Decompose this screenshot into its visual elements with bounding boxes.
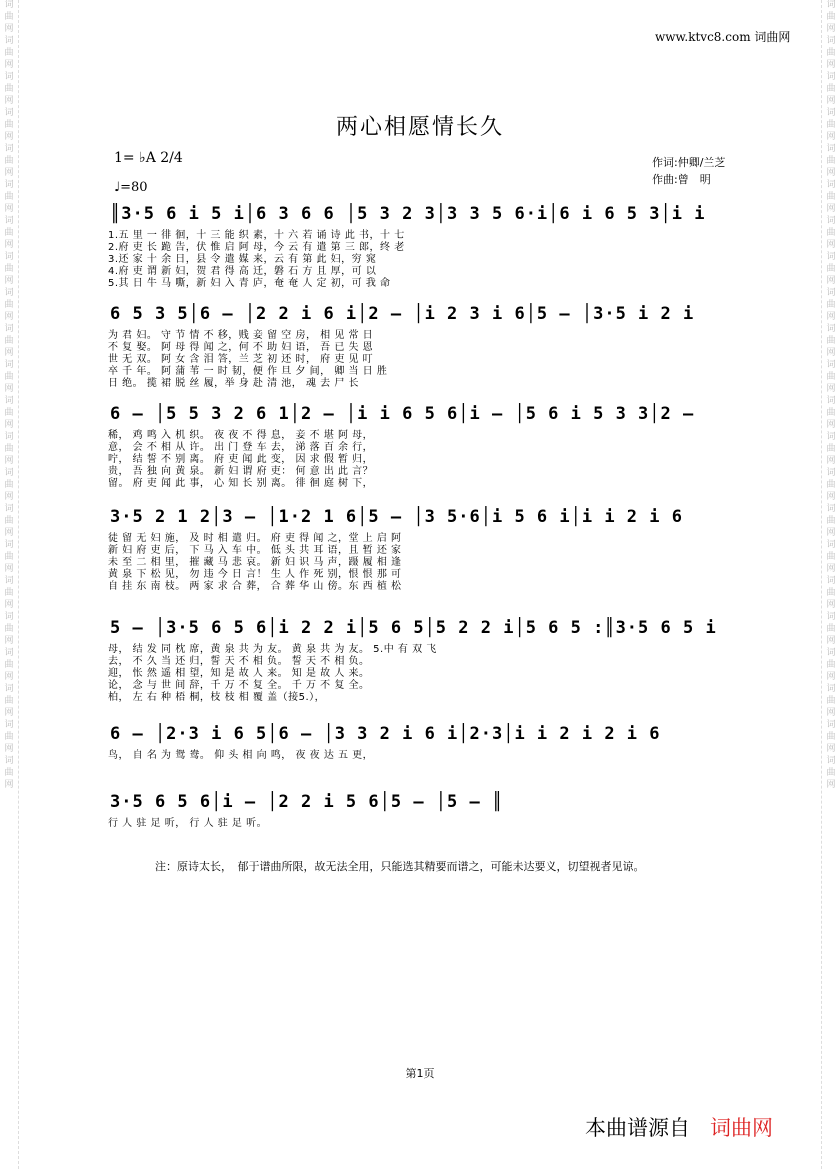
watermark-glyph: 曲	[4, 228, 14, 238]
watermark-glyph: 词	[4, 360, 14, 370]
notation-line: 6 — │5 5 3 2 6 1│2 — │i i 6 5 6│i — │5 6 i 5 3 3│2 —	[110, 404, 695, 424]
watermark-glyph: 词	[4, 684, 14, 694]
watermark-glyph: 词	[826, 612, 836, 622]
watermark-glyph: 网	[4, 240, 14, 250]
watermark-glyph: 曲	[826, 228, 836, 238]
watermark-glyph: 网	[4, 528, 14, 538]
watermark-glyph: 曲	[4, 732, 14, 742]
watermark-glyph: 网	[826, 204, 836, 214]
watermark-glyph: 词	[4, 648, 14, 658]
lyric-line: 未 至 二 相 里， 摧 藏 马 悲 哀。 新 妇 识 马 声，蹑 履 相 逢	[108, 557, 402, 568]
watermark-glyph: 曲	[826, 300, 836, 310]
lyric-line: 行 人 驻 足 听， 行 人 驻 足 听。	[108, 818, 268, 829]
watermark-glyph: 曲	[826, 588, 836, 598]
watermark-glyph: 网	[4, 168, 14, 178]
watermark-glyph: 曲	[4, 588, 14, 598]
lyric-line: 稀， 鸡 鸣 入 机 织。 夜 夜 不 得 息， 妾 不 堪 阿 母，	[108, 430, 374, 441]
watermark-glyph: 网	[826, 96, 836, 106]
watermark-glyph: 网	[4, 204, 14, 214]
watermark-glyph: 曲	[826, 372, 836, 382]
lyric-line: 咛， 结 誓 不 别 离。 府 吏 闻 此 变， 因 求 假 暂 归，	[108, 454, 374, 465]
watermark-glyph: 曲	[4, 156, 14, 166]
source-text: 本曲谱源自	[585, 1116, 690, 1140]
lyric-line: 去， 不 久 当 还 归，誓 天 不 相 负。 誓 天 不 相 负。	[108, 656, 370, 667]
watermark-glyph: 网	[826, 780, 836, 790]
notation-line: ║3·5 6 i 5 i│6 3 6 6 │5 3 2 3│3 3 5 6·i│6 i 6 5 3│i i	[110, 204, 706, 224]
watermark-glyph: 网	[826, 708, 836, 718]
watermark-glyph: 网	[826, 564, 836, 574]
watermark-glyph: 网	[4, 24, 14, 34]
lyric-line: 1.五 里 一 徘 徊，十 三 能 织 素，十 六 若 诵 诗 此 书，十 七	[108, 230, 405, 241]
watermark-glyph: 词	[4, 72, 14, 82]
watermark-glyph: 曲	[826, 156, 836, 166]
watermark-glyph: 曲	[826, 768, 836, 778]
lyric-line: 迎， 怅 然 遥 相 望，知 是 故 人 来。 知 是 故 人 来。	[108, 668, 370, 679]
watermark-glyph: 曲	[826, 192, 836, 202]
notation-line: 3·5 6 5 6│i — │2 2 i 5 6│5 — │5 — ║	[110, 792, 504, 812]
lyric-line: 论， 念 与 世 间 辞，千 万 不 复 全。 千 万 不 复 全。	[108, 680, 370, 691]
watermark-glyph: 词	[826, 504, 836, 514]
lyric-line: 为 君 妇。 守 节 情 不 移，贱 妾 留 空 房， 相 见 常 日	[108, 330, 374, 341]
watermark-glyph: 网	[826, 240, 836, 250]
watermark-glyph: 曲	[4, 516, 14, 526]
song-title: 两心相愿情长久	[335, 115, 504, 140]
watermark-glyph: 网	[826, 672, 836, 682]
watermark-glyph: 词	[826, 324, 836, 334]
watermark-glyph: 词	[4, 36, 14, 46]
watermark-glyph: 网	[4, 276, 14, 286]
watermark-glyph: 词	[4, 576, 14, 586]
watermark-glyph: 曲	[4, 696, 14, 706]
watermark-glyph: 曲	[4, 84, 14, 94]
watermark-glyph: 网	[826, 24, 836, 34]
watermark-glyph: 网	[4, 420, 14, 430]
watermark-glyph: 词	[826, 432, 836, 442]
lyric-line: 意， 会 不 相 从 许。 出 门 登 车 去， 涕 落 百 余 行，	[108, 442, 374, 453]
watermark-glyph: 网	[826, 276, 836, 286]
lyric-line: 自 挂 东 南 枝。 两 家 求 合 葬， 合 葬 华 山 傍。东 西 植 松	[108, 581, 402, 592]
lyric-line: 黄 泉 下 松 见， 勿 违 今 日 言！ 生 人 作 死 别，恨 恨 那 可	[108, 569, 402, 580]
notation-line: 3·5 2 1 2│3 — │1·2 1 6│5 — │3 5·6│i 5 6 i│i i 2 i 6	[110, 507, 683, 527]
notation-line: 5 — │3·5 6 5 6│i 2 2 i│5 6 5│5 2 2 i│5 6 5 :║3·5 6 5 i	[110, 618, 717, 638]
watermark-glyph: 词	[4, 612, 14, 622]
watermark-glyph: 网	[4, 600, 14, 610]
watermark-glyph: 网	[826, 168, 836, 178]
watermark-glyph: 词	[826, 72, 836, 82]
watermark-glyph: 曲	[4, 624, 14, 634]
watermark-glyph: 网	[4, 636, 14, 646]
watermark-glyph: 词	[4, 108, 14, 118]
lyric-line: 3.还 家 十 余 日，县 令 遣 媒 来，云 有 第 此 妇，穷 窕	[108, 254, 377, 265]
watermark-glyph: 网	[826, 636, 836, 646]
watermark-glyph: 曲	[4, 660, 14, 670]
watermark-glyph: 网	[4, 384, 14, 394]
watermark-glyph: 曲	[826, 12, 836, 22]
watermark-glyph: 网	[826, 492, 836, 502]
watermark-glyph: 词	[826, 216, 836, 226]
lyric-line: 贵， 吾 独 向 黄 泉。 新 妇 谓 府 吏： 何 意 出 此 言？	[108, 466, 374, 477]
lyric-line: 卒 千 年。 阿 蒲 苇 一 时 韧，便 作 旦 夕 间， 卿 当 日 胜	[108, 366, 388, 377]
source-footer	[585, 1112, 773, 1142]
watermark-glyph: 网	[826, 744, 836, 754]
watermark-glyph: 词	[4, 0, 14, 10]
key-signature: 1= ♭A 2/4	[114, 150, 183, 166]
watermark-glyph: 曲	[4, 336, 14, 346]
watermark-glyph: 曲	[4, 408, 14, 418]
watermark-glyph: 词	[826, 36, 836, 46]
watermark-glyph: 网	[826, 348, 836, 358]
watermark-glyph: 词	[4, 288, 14, 298]
watermark-glyph: 词	[826, 288, 836, 298]
watermark-glyph: 词	[4, 252, 14, 262]
lyric-line: 2.府 吏 长 跪 告，伏 惟 启 阿 母，今 云 有 遣 第 三 郎，终 老	[108, 242, 405, 253]
watermark-glyph: 曲	[826, 516, 836, 526]
watermark-glyph: 词	[4, 180, 14, 190]
watermark-glyph: 词	[826, 180, 836, 190]
watermark-glyph: 曲	[826, 696, 836, 706]
watermark-glyph: 词	[826, 468, 836, 478]
watermark-glyph: 曲	[826, 264, 836, 274]
watermark-glyph: 曲	[4, 12, 14, 22]
watermark-glyph: 词	[4, 432, 14, 442]
composer-credit: 作曲:曾 明	[652, 173, 711, 186]
watermark-glyph: 词	[826, 396, 836, 406]
watermark-glyph: 词	[826, 360, 836, 370]
lyric-line: 徒 留 无 妇 施， 及 时 相 遣 归。 府 吏 得 闻 之，堂 上 启 阿	[108, 533, 402, 544]
source-brand[interactable]: 词曲网	[710, 1116, 773, 1140]
watermark-glyph: 曲	[4, 48, 14, 58]
watermark-glyph: 网	[4, 780, 14, 790]
watermark-glyph: 词	[826, 108, 836, 118]
watermark-glyph: 词	[4, 540, 14, 550]
watermark-glyph: 网	[4, 96, 14, 106]
watermark-glyph: 网	[4, 708, 14, 718]
watermark-glyph: 词	[826, 540, 836, 550]
footnote: 注：原诗太长， 郁于谱曲所限，故无法全用，只能选其精要而谱之，可能未达要义，切望视者见谅。	[155, 860, 645, 873]
watermark-glyph: 网	[4, 744, 14, 754]
watermark-glyph: 曲	[826, 444, 836, 454]
watermark-glyph: 网	[826, 384, 836, 394]
watermark-glyph: 网	[4, 60, 14, 70]
watermark-glyph: 词	[4, 756, 14, 766]
watermark-glyph: 曲	[4, 768, 14, 778]
watermark-glyph: 曲	[826, 480, 836, 490]
watermark-glyph: 词	[826, 0, 836, 10]
watermark-glyph: 词	[826, 684, 836, 694]
watermark-glyph: 网	[4, 672, 14, 682]
watermark-glyph: 曲	[826, 624, 836, 634]
watermark-glyph: 词	[4, 324, 14, 334]
watermark-glyph: 网	[4, 456, 14, 466]
notation-line: 6 — │2·3 i 6 5│6 — │3 3 2 i 6 i│2·3│i i 2 i 2 i 6	[110, 724, 661, 744]
watermark-glyph: 词	[826, 576, 836, 586]
site-url[interactable]: www.ktvc8.com 词曲网	[655, 30, 791, 44]
watermark-glyph: 词	[826, 720, 836, 730]
watermark-glyph: 曲	[826, 84, 836, 94]
watermark-glyph: 词	[4, 504, 14, 514]
lyric-line: 鸟， 自 名 为 鸳 鸯。 仰 头 相 向 鸣， 夜 夜 达 五 更，	[108, 750, 374, 761]
watermark-glyph: 曲	[826, 408, 836, 418]
watermark-glyph: 曲	[4, 264, 14, 274]
lyric-line: 新 妇 府 吏 后， 下 马 入 车 中。 低 头 共 耳 语，且 暂 还 家	[108, 545, 402, 556]
watermark-glyph: 网	[826, 312, 836, 322]
watermark-glyph: 网	[4, 132, 14, 142]
notation-line: 6 5 3 5│6 — │2 2 i 6 i│2 — │i 2 3 i 6│5 — │3·5 i 2 i	[110, 304, 695, 324]
lyric-line: 不 复 娶。 阿 母 得 闻 之，何 不 助 妇 语， 吾 已 失 恩	[108, 342, 374, 353]
watermark-glyph: 词	[4, 468, 14, 478]
watermark-glyph: 网	[826, 528, 836, 538]
watermark-glyph: 网	[826, 456, 836, 466]
tempo-marking: ♩=80	[114, 180, 148, 195]
watermark-glyph: 曲	[4, 300, 14, 310]
watermark-glyph: 曲	[4, 192, 14, 202]
watermark-glyph: 词	[4, 396, 14, 406]
watermark-glyph: 词	[4, 144, 14, 154]
watermark-glyph: 曲	[826, 660, 836, 670]
lyric-line: 母， 结 发 同 枕 席，黄 泉 共 为 友。 黄 泉 共 为 友。 5.中 有 双 飞	[108, 644, 437, 655]
watermark-glyph: 词	[826, 648, 836, 658]
lyric-line: 5.其 日 牛 马 嘶，新 妇 入 青 庐，奄 奄 人 定 初，可 我 命	[108, 278, 391, 289]
watermark-glyph: 词	[4, 216, 14, 226]
lyricist-credit: 作词:仲卿/兰芝	[652, 156, 726, 169]
watermark-glyph: 曲	[826, 552, 836, 562]
watermark-glyph: 曲	[4, 444, 14, 454]
watermark-glyph: 曲	[4, 120, 14, 130]
watermark-glyph: 词	[4, 720, 14, 730]
watermark-glyph: 网	[826, 600, 836, 610]
watermark-glyph: 网	[4, 312, 14, 322]
watermark-glyph: 网	[4, 348, 14, 358]
lyric-line: 柏， 左 右 种 梧 桐，枝 枝 相 覆 盖（接5.），	[108, 692, 326, 703]
lyric-line: 4.府 吏 谓 新 妇，贺 君 得 高 迁，磐 石 方 且 厚，可 以	[108, 266, 377, 277]
watermark-glyph: 网	[4, 564, 14, 574]
lyric-line: 世 无 双。 阿 女 含 泪 答，兰 芝 初 还 时， 府 吏 见 叮	[108, 354, 374, 365]
watermark-glyph: 网	[826, 420, 836, 430]
watermark-glyph: 词	[826, 252, 836, 262]
watermark-glyph: 曲	[826, 120, 836, 130]
watermark-glyph: 曲	[4, 372, 14, 382]
watermark-glyph: 曲	[4, 552, 14, 562]
watermark-glyph: 词	[826, 144, 836, 154]
lyric-line: 日 绝。 揽 裙 脱 丝 履，举 身 赴 清 池， 魂 去 尸 长	[108, 378, 360, 389]
watermark-glyph: 网	[826, 132, 836, 142]
watermark-glyph: 曲	[4, 480, 14, 490]
right-watermark-strip	[821, 0, 840, 1169]
lyric-line: 留。 府 吏 闻 此 事， 心 知 长 别 离。 徘 徊 庭 树 下，	[108, 478, 374, 489]
watermark-glyph: 曲	[826, 336, 836, 346]
watermark-glyph: 词	[826, 756, 836, 766]
watermark-glyph: 网	[4, 492, 14, 502]
watermark-glyph: 曲	[826, 732, 836, 742]
watermark-glyph: 网	[826, 60, 836, 70]
left-watermark-strip	[0, 0, 19, 1169]
watermark-glyph: 曲	[826, 48, 836, 58]
page-number: 第1页	[405, 1067, 435, 1080]
